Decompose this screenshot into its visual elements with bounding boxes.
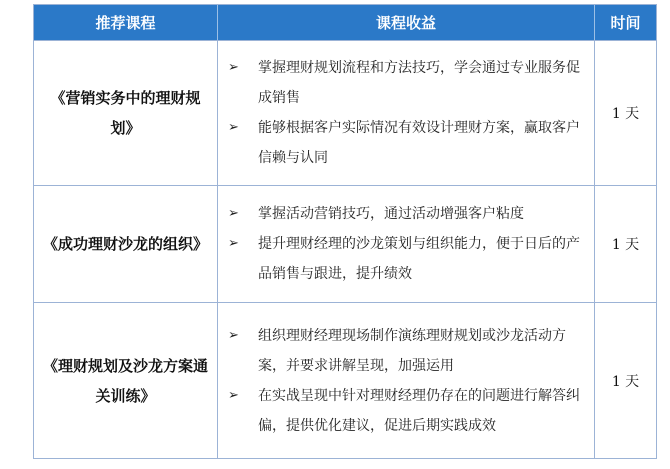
table-row <box>34 40 656 185</box>
benefit-item <box>228 321 586 381</box>
benefit-text: 组织理财经理现场制作演练理财规划或沙龙活动方案，并要求讲解呈现，加强运用 <box>258 327 566 374</box>
benefit-text: 掌握活动营销技巧，通过活动增强客户粘度 <box>258 206 524 222</box>
header-benefit: 课程收益 <box>218 5 595 40</box>
arrow-bullet-icon: ➢ <box>228 236 239 251</box>
benefit-item <box>228 229 586 289</box>
arrow-bullet-icon: ➢ <box>228 206 239 221</box>
benefit-item <box>228 199 586 229</box>
course-name: 《营销实务中的理财规划》 <box>34 41 218 185</box>
benefit-text: 掌握理财规划流程和方法技巧，学会通过专业服务促成销售 <box>258 60 580 106</box>
benefit-item <box>228 113 586 173</box>
benefit-text: 提升理财经理的沙龙策划与组织能力，便于日后的产品销售与跟进，提升绩效 <box>258 236 580 282</box>
table-header <box>34 5 656 40</box>
course-time: 1 天 <box>611 237 640 253</box>
course-name: 《理财规划及沙龙方案通关训练》 <box>34 303 218 458</box>
header-course: 推荐课程 <box>34 5 218 40</box>
arrow-bullet-icon: ➢ <box>228 60 239 75</box>
benefit-list <box>218 303 595 458</box>
benefit-item <box>228 53 586 113</box>
header-time: 时间 <box>610 14 641 32</box>
course-time: 1 天 <box>611 373 640 390</box>
arrow-bullet-icon: ➢ <box>228 387 239 403</box>
course-time: 1 天 <box>611 106 640 122</box>
table-row <box>34 185 656 302</box>
benefit-text: 能够根据客户实际情况有效设计理财方案，赢取客户信赖与认同 <box>258 120 580 166</box>
course-name: 《成功理财沙龙的组织》 <box>34 186 218 302</box>
arrow-bullet-icon: ➢ <box>228 327 239 343</box>
table-row <box>34 302 656 458</box>
course-table <box>33 4 657 459</box>
benefit-list <box>218 41 595 185</box>
benefit-item <box>228 381 586 441</box>
arrow-bullet-icon: ➢ <box>228 120 239 135</box>
benefit-text: 在实战呈现中针对理财经理仍存在的问题进行解答纠偏，提供优化建议，促进后期实践成效 <box>258 387 580 434</box>
benefit-list <box>218 186 595 302</box>
